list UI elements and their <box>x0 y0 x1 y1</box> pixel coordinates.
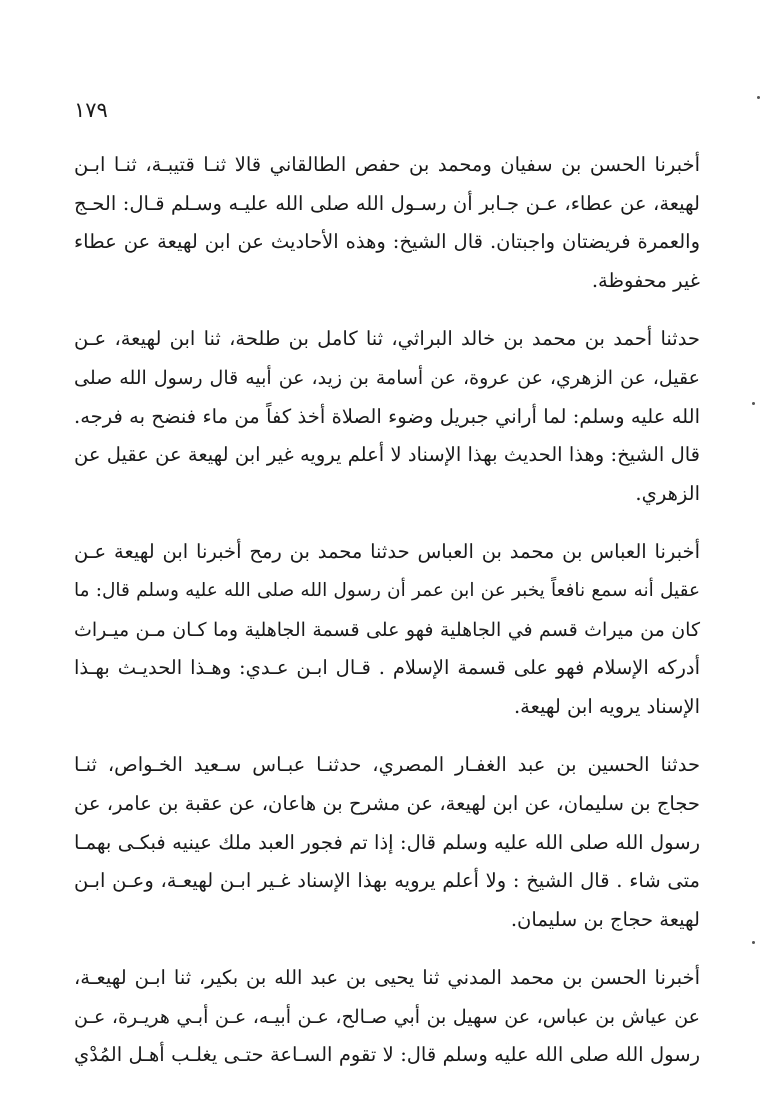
text-line: عن عياش بن عباس، عن سهيل بن أبي صـالح، عـن أبيـه، عـن أبـي هريـرة، عـن <box>74 1005 700 1028</box>
text-line: متى شاء . قال الشيخ : ولا أعلم يرويه بهذا الإسناد غـير ابـن لهيعـة، وعـن ابـن <box>74 869 700 893</box>
text-line: الزهري. <box>635 481 700 505</box>
margin-dot <box>752 941 755 944</box>
text-line: أخبرنا الحسن بن سفيان ومحمد بن حفص الطالقاني قالا ثنـا قتيبـة، ثنـا ابـن <box>74 153 700 176</box>
text-line: عقيل أنه سمع نافعاً يخبر عن ابن عمر أن رسول الله صلى الله عليه وسلم قال: ما <box>74 579 700 601</box>
text-line: قال الشيخ: وهذا الحديث بهذا الإسناد لا أعلم يرويه غير ابن لهيعة عن عقيل عن <box>74 443 700 467</box>
text-line: عقيل، عن الزهري، عن عروة، عن أسامة بن زيد، عن أبيه قال رسول الله صلى <box>74 366 700 389</box>
text-line: أخبرنا الحسن بن محمد المدني ثنا يحيى بن عبد الله بن بكير، ثنا ابـن لهيعـة، <box>74 966 700 990</box>
text-line: رسول الله صلى الله عليه وسلم قال: إذا تم فجور العبد ملك عينيه فبكـى بهمـا <box>74 830 700 854</box>
text-line: حدثنا الحسين بن عبد الغفـار المصري، حدثنـا عبـاس سـعيد الخـواص، ثنـا <box>74 753 700 777</box>
text-line: غير محفوظة. <box>591 268 700 292</box>
text-line: لهيعة حجاج بن سليمان. <box>510 907 700 931</box>
text-line: كان من ميراث قسم في الجاهلية فهو على قسمة الجاهلية وما كـان مـن ميـراث <box>74 618 700 641</box>
text-line: الإسناد يرويه ابن لهيعة. <box>513 694 700 718</box>
paragraph-hadith-2 <box>74 320 700 513</box>
text-line: حدثنا أحمد بن محمد بن خالد البراثي، ثنا كامل بن طلحة، ثنا ابن لهيعة، عـن <box>74 327 700 351</box>
text-line: حجاج بن سليمان، عن ابن لهيعة، عن مشرح بن هاعان، عن عقبة بن عامر، عن <box>74 791 700 815</box>
text-line: أخبرنا العباس بن محمد بن العباس حدثنا محمد بن رمح أخبرنا ابن لهيعة عـن <box>74 540 700 564</box>
text-body <box>74 146 700 1095</box>
paragraph-hadith-1 <box>74 146 700 300</box>
paragraph-hadith-5 <box>74 959 700 1075</box>
text-line: لهيعة، عن عطاء، عـن جـابر أن رسـول الله صلى الله عليـه وسـلم قـال: الحـج <box>74 191 700 215</box>
text-line: الله عليه وسلم: لما أراني جبريل وضوء الصلاة أخذ كفاً من ماء فنضح به فرجه. <box>74 404 700 428</box>
margin-dot <box>752 402 755 405</box>
paragraph-hadith-4 <box>74 746 700 939</box>
text-line: والعمرة فريضتان واجبتان. قال الشيخ: وهذه الأحاديث عن ابن لهيعة عن عطاء <box>74 230 700 254</box>
text-line: رسول الله صلى الله عليه وسلم قال: لا تقوم السـاعة حتـى يغلـب أهـل المُدْي <box>74 1043 700 1067</box>
page-number: ١٧٩ <box>74 98 108 122</box>
paragraph-hadith-3 <box>74 533 700 726</box>
margin-dot <box>757 96 760 99</box>
text-line: أدركه الإسلام فهو على قسمة الإسلام . قـال ابـن عـدي: وهـذا الحديـث بهـذا <box>74 656 700 680</box>
